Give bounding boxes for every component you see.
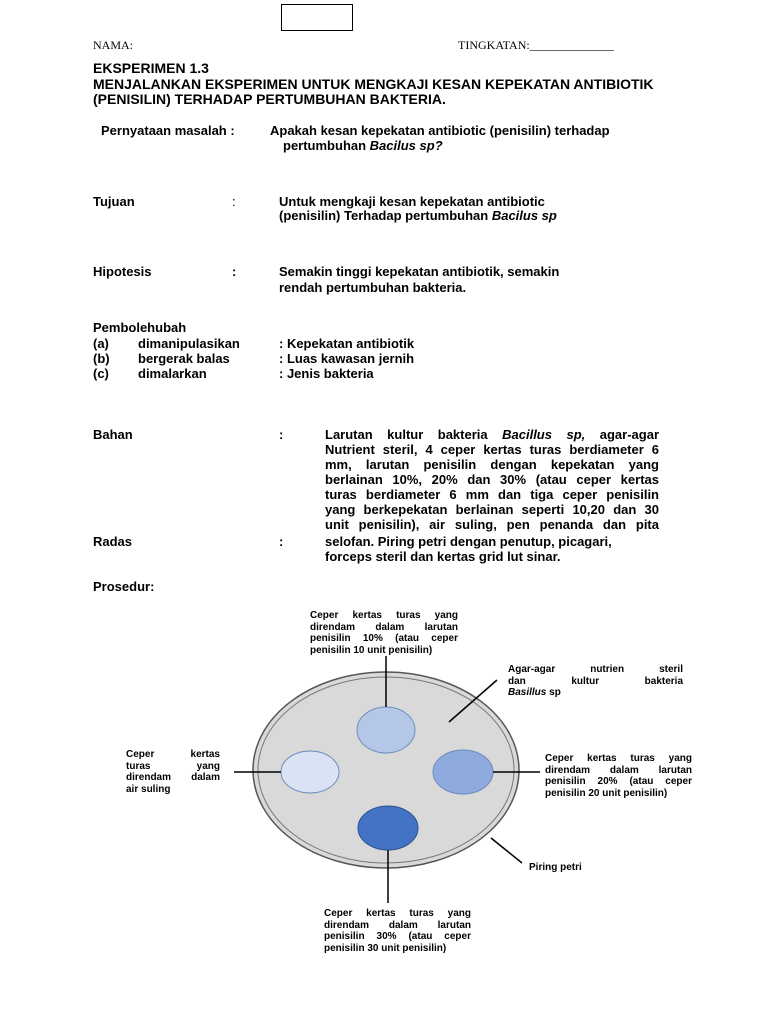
aim-label: Tujuan [93,194,135,209]
tingkatan-label: TINGKATAN:______________ [458,38,614,52]
variable-letter: (a) [93,336,109,351]
apparatus-line-2: forceps steril dan kertas grid lut sinar. [325,549,561,564]
label-petri-dish: Piring petri [529,862,582,873]
disc-10-percent [357,707,415,753]
variable-value: : Luas kawasan jernih [279,351,415,366]
materials-line-6: yang berkepekatan berlainan seperti 10,20 dan 30 [325,502,659,517]
variable-name: bergerak balas [138,351,230,366]
label-disc-water: Ceper kertas turas yang direndam dalam air suling [126,749,220,795]
hypothesis-colon: : [232,264,237,279]
apparatus-label: Radas [93,534,133,549]
pointer-line-petri [491,838,522,863]
aim-line-2: (penisilin) Terhadap pertumbuhan Bacilus sp [279,208,557,223]
label-agar-species: Basillus sp [508,687,561,698]
disc-30-percent [358,806,418,850]
procedure-label: Prosedur: [93,579,155,594]
label-agar: Agar-agar nutrien steril dan kultur bakteria Basillus sp [508,664,683,698]
variable-letter: (b) [93,351,110,366]
materials-colon: : [279,427,284,442]
title-line-1: MENJALANKAN EKSPERIMEN UNTUK MENGKAJI KESAN KEPEKATAN ANTIBIOTIK [93,76,654,92]
experiment-number: EKSPERIMEN 1.3 [93,60,209,76]
materials-line-4: berlainan 10%, 20% dan 30% (atau ceper kertas [325,472,659,487]
title-line-2: (PENISILIN) TERHADAP PERTUMBUHAN BAKTERIA. [93,91,446,107]
materials-line-1: Larutan kultur bakteria Bacillus sp, agar-agar [325,427,660,442]
materials-line-7: unit penisilin), air suling, pen penanda dan pita [325,517,659,532]
materials-line-5: turas berdiameter 6 mm dan tiga ceper penisilin [325,487,659,502]
problem-label: Pernyataan masalah : [101,123,235,138]
label-disc-20: Ceper kertas turas yang direndam dalam larutan penisilin 20% (atau ceper penisilin 20 unit penisilin) [545,753,692,799]
materials-label: Bahan [93,427,133,442]
variable-name: dimanipulasikan [138,336,240,351]
hypothesis-line-2: rendah pertumbuhan bakteria. [279,280,467,295]
problem-line-1: Apakah kesan kepekatan antibiotic (penisilin) terhadap [270,123,610,138]
hypothesis-line-1: Semakin tinggi kepekatan antibiotik, semakin [279,264,560,279]
disc-20-percent [433,750,493,794]
variable-value: : Jenis bakteria [279,366,374,381]
label-disc-30: Ceper kertas turas yang direndam dalam larutan penisilin 30% (atau ceper penisilin 30 unit penisilin) [324,908,471,954]
aim-colon: : [232,194,236,209]
variable-letter: (c) [93,366,109,381]
label-disc-10: Ceper kertas turas yang direndam dalam larutan penisilin 10% (atau ceper penisilin 10 unit penisilin) [310,610,458,656]
variable-name: dimalarkan [138,366,207,381]
materials-line-2: Nutrient steril, 4 ceper kertas turas berdiameter 6 [325,442,659,457]
apparatus-colon: : [279,534,284,549]
variable-value: : Kepekatan antibiotik [279,336,415,351]
disc-water [281,751,339,793]
problem-line-2: pertumbuhan Bacilus sp? [283,138,443,153]
hypothesis-label: Hipotesis [93,264,152,279]
aim-line-1: Untuk mengkaji kesan kepekatan antibiotic [279,194,545,209]
variables-heading: Pembolehubah [93,320,187,335]
materials-line-3: mm, larutan penisilin dengan kepekatan yang [325,457,659,472]
apparatus-line-1: selofan. Piring petri dengan penutup, picagari, [325,534,612,549]
nama-label: NAMA: [93,38,134,52]
